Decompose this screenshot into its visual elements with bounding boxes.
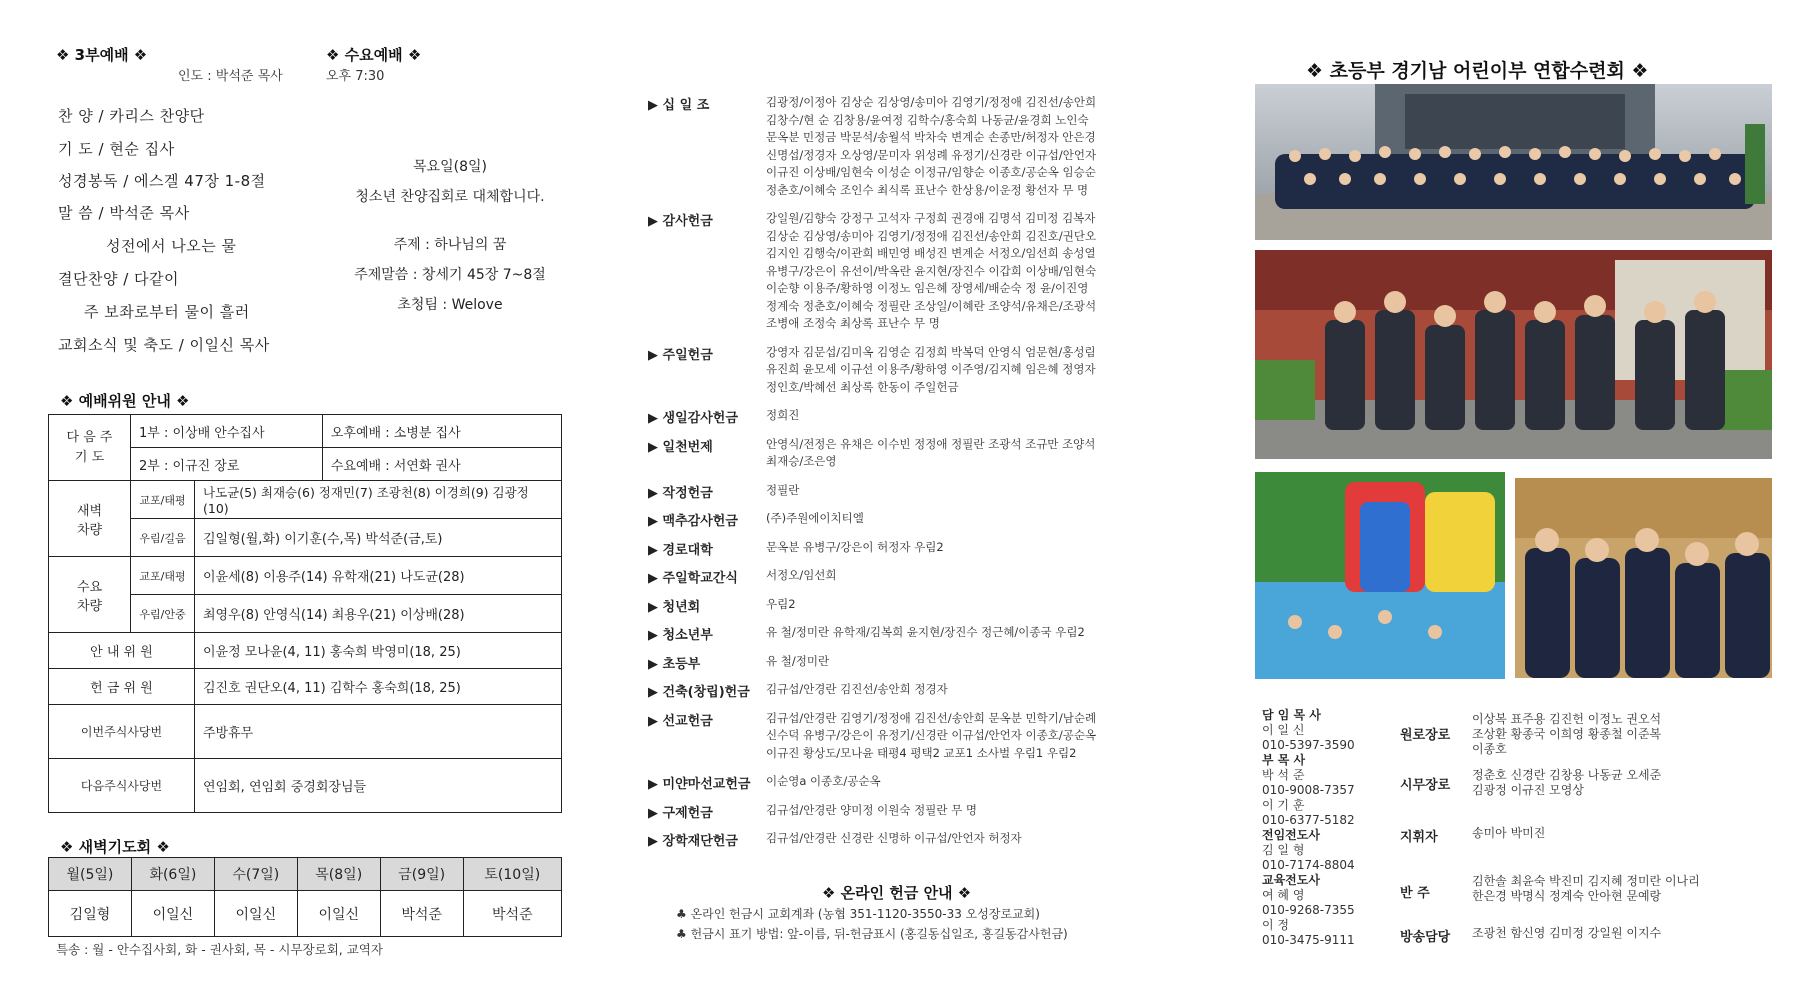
offering-row [648, 482, 1168, 506]
day-wed: 수(7일) [214, 858, 297, 891]
offering-label: ▶ 선교헌금 [648, 713, 713, 729]
day-tue: 화(6일) [131, 858, 214, 891]
offering-label: ▶ 작정헌금 [648, 485, 713, 501]
decision-song: 주 보좌로부터 물이 흘러 [84, 303, 250, 321]
dawn-prayer-title: ❖ 새벽기도회 ❖ [60, 838, 170, 856]
staff-phone: 010-6377-5182 [1262, 813, 1355, 827]
staff-role: 담 임 목 사 [1262, 708, 1321, 722]
dawn-car-2: 김일형(월,화) 이기훈(수,목) 박석준(금,토) [195, 519, 562, 557]
staff-name: 이 일 신 [1262, 723, 1305, 737]
offering-row [648, 94, 1168, 197]
hall-photo [1515, 478, 1772, 678]
elder-names: 송미아 박미진 [1472, 826, 1546, 840]
online-title: ❖ 온라인 헌금 안내 ❖ [822, 884, 972, 902]
offering-names: 정필란 [766, 482, 800, 497]
worship-leader: 인도 : 박석준 목사 [178, 69, 283, 84]
wed-car-label: 수요 차량 [49, 557, 131, 633]
offering-row [648, 624, 1168, 648]
offering-row [648, 407, 1168, 431]
offering-names: 문옥분 유병구/강은이 허정자 우림2 [766, 539, 944, 554]
offering-names: (주)주원에이치티엘 [766, 511, 864, 525]
next-prayer-label: 다 음 주 기 도 [49, 415, 131, 481]
offering-label: ▶ 감사헌금 [648, 214, 713, 229]
offering-names: 정희진 [766, 408, 800, 422]
offering-names: 유 철/정미란 [766, 653, 830, 668]
committee-title: ❖ 예배위원 안내 ❖ [60, 392, 190, 410]
wednesday-title: ❖ 수요예배 ❖ [326, 46, 422, 64]
this-meal: 주방휴무 [195, 705, 562, 759]
offering-row [648, 653, 1168, 677]
dawn-prayer-table [48, 857, 562, 937]
leader-fri: 박석준 [380, 891, 463, 937]
offering-label: ▶ 장학재단헌금 [648, 834, 738, 849]
offering-names: 우림2 [766, 596, 796, 611]
afternoon-service: 오후예배 : 소병분 집사 [322, 415, 561, 448]
offering-names: 서정오/임선희 [766, 568, 837, 582]
leader-wed: 이일신 [214, 891, 297, 937]
offering-label: 헌 금 위 원 [49, 669, 195, 705]
wednesday-notice [320, 156, 580, 314]
dawn-car-label: 새벽 차량 [49, 481, 131, 557]
staff-role: 전임전도사 [1262, 828, 1320, 842]
wed-car-2-sub: 우림/안중 [131, 595, 195, 633]
offering-row [648, 436, 1168, 468]
wednesday-theme: 주제 : 하나님의 꿈 [393, 237, 507, 253]
offering-label: ▶ 십 일 조 [648, 98, 710, 113]
day-fri: 금(9일) [380, 858, 463, 891]
offering-label: ▶ 일천번제 [648, 439, 713, 455]
offering-label: ▶ 초등부 [648, 656, 701, 672]
day-sat: 토(10일) [463, 858, 561, 891]
elder-label: 지휘자 [1400, 830, 1438, 845]
leader-tue: 이일신 [131, 891, 214, 937]
usher-label: 안 내 위 원 [49, 633, 195, 669]
dawn-car-1-sub: 교포/태평 [131, 481, 195, 519]
offering-label: ▶ 구제헌금 [648, 805, 713, 821]
offering-row [648, 773, 1168, 797]
this-meal-label: 이번주식사당번 [49, 705, 195, 759]
offering-names: 유 철/정미란 유학재/김복희 윤지현/장진수 정근혜/이종국 우림2 [766, 625, 1085, 639]
sermon-title: 성전에서 나오는 물 [106, 237, 237, 255]
offering-label: ▶ 청년회 [648, 599, 701, 615]
next-meal: 연임회, 연임회 중경회장님들 [195, 759, 562, 813]
retreat-title: ❖ 초등부 경기남 어린이부 연합수련회 ❖ [1306, 60, 1649, 82]
elder-label: 시무장로 [1400, 778, 1451, 793]
staff-name: 이 기 훈 [1262, 798, 1305, 812]
staff-name: 김 일 형 [1262, 843, 1305, 857]
notice-line2: 청소년 찬양집회로 대체합니다. [355, 189, 545, 205]
elder-names: 이상복 표주용 김진헌 이정노 권오석 조상환 황종국 이희영 황종철 이준복 이종호 [1472, 712, 1662, 756]
special-song: 특송 : 월 - 안수집사회, 화 - 권사회, 목 - 시무장로회, 교역자 [56, 942, 383, 957]
offering-row [648, 830, 1168, 854]
order-sermon: 말 씀 / 박석준 목사 [58, 204, 190, 222]
wednesday-team: 초청팀 : Welove [397, 297, 503, 313]
staff-name: 박 석 준 [1262, 768, 1305, 782]
kids-photo [1255, 250, 1772, 459]
offering-label: ▶ 생일감사헌금 [648, 411, 738, 426]
offering-row [648, 681, 1168, 705]
offering-names: 김규섭/안경란 신경란 신명하 이규섭/안언자 허정자 [766, 831, 1022, 845]
group-photo [1255, 84, 1772, 240]
offering-names: 김규섭/안경란 김진선/송안희 정경자 [766, 682, 948, 696]
offering-row [648, 210, 1168, 330]
leader-mon: 김일형 [49, 891, 132, 937]
wednesday-verse: 주제말씀 : 창세기 45장 7~8절 [354, 267, 546, 283]
order-decision: 결단찬양 / 다같이 [58, 270, 180, 288]
worship-title: ❖ 3부예배 ❖ [56, 46, 148, 64]
offering-row [648, 539, 1168, 563]
order-prayer: 기 도 / 현순 집사 [58, 140, 175, 158]
offering-names: 이순영a 이종호/공순옥 [766, 774, 881, 788]
offering-label: ▶ 청소년부 [648, 628, 713, 643]
offering-names: 강일원/김향숙 강정구 고석자 구정희 권경애 김명석 김미정 김복자 김상순 김상영/송미아 김영기/정정애 김진선/송안희 김진호/권단오 김지인 김행숙/이관희 배민영 배성진 변계순 서정오/임선희 송성열 유병구/강은이 유선이/박옥란 윤지현/장진수 이갑희 이상배/임현숙 이순향 이용주/황하영 이정노 임은혜 장영세/배순숙 정 윤/이진영 정계숙 정춘호/이혜숙 정필란 조상일/이혜란 조양석/유채은/조광석 조병애 조정숙 최상록 표난수 무 명 [766, 211, 1097, 330]
staff-role: 교육전도사 [1262, 873, 1320, 887]
leader-thu: 이일신 [297, 891, 380, 937]
elder-names: 조광천 함신영 김미정 강일원 이지수 [1472, 926, 1662, 940]
staff-name: 이 정 [1262, 918, 1289, 932]
offering-names: 김규섭/안경란 양미정 이원숙 정필란 무 명 [766, 802, 978, 817]
staff-phone: 010-7174-8804 [1262, 858, 1355, 872]
wed-car-1-sub: 교포/태평 [131, 557, 195, 595]
offering-row [648, 596, 1168, 620]
online-line1: ♣ 온라인 헌금시 교회계좌 (농협 351-1120-3550-33 오성장로교회) [676, 907, 1040, 921]
wed-car-2: 최영우(8) 안영식(14) 최용우(21) 이상배(28) [195, 595, 562, 633]
day-thu: 목(8일) [297, 858, 380, 891]
offering-label: ▶ 맥추감사헌금 [648, 514, 738, 529]
order-scripture: 성경봉독 / 에스겔 47장 1-8절 [58, 172, 266, 190]
elder-label: 방송담당 [1400, 930, 1451, 945]
dawn-car-2-sub: 우림/길음 [131, 519, 195, 557]
staff-phone: 010-5397-3590 [1262, 738, 1355, 752]
wed-car-1: 이윤세(8) 이용주(14) 유학재(21) 나도균(28) [195, 557, 562, 595]
order-praise: 찬 양 / 카리스 찬양단 [58, 107, 205, 125]
notice-line1: 목요일(8일) [413, 159, 487, 175]
offering-row [648, 802, 1168, 826]
staff-role: 부 목 사 [1262, 753, 1306, 767]
offering-names: 안영식/전정은 유채은 이수빈 정정애 정필란 조광석 조규만 조양석 최재승/조은영 [766, 436, 1096, 468]
elder-names: 김한솔 최윤숙 박진미 김지혜 정미란 이나리 한은경 박명식 정계숙 안아현 문예랑 [1472, 874, 1700, 903]
online-line2: ♣ 헌금시 표기 방법: 앞-이름, 뒤-헌금표시 (홍길동십일조, 홍길동감사헌금) [676, 927, 1068, 941]
wednesday-service: 수요예배 : 서연화 권사 [322, 448, 561, 481]
elder-names: 정춘호 신경란 김창용 나동균 오세준 김광정 이규진 모영상 [1472, 768, 1662, 797]
staff-phone: 010-3475-9111 [1262, 933, 1355, 947]
usher-names: 이윤정 모나윤(4, 11) 홍숙희 박영미(18, 25) [195, 633, 562, 669]
offering-label: ▶ 경로대학 [648, 542, 713, 558]
second-service: 2부 : 이규진 장로 [131, 448, 323, 481]
offering-names: 김규섭/안경란 김영기/정정애 김진선/송안희 문옥분 민학기/남순례 신수덕 유병구/강은이 유정기/신경란 이규섭/안언자 이종호/공순옥 이규진 황상도/모나윤 태평4 평택2 교포1 소사벌 우림1 우림2 [766, 710, 1097, 760]
offering-label: ▶ 주일헌금 [648, 347, 713, 363]
elder-label: 원로장로 [1400, 728, 1451, 743]
staff-phone: 010-9268-7355 [1262, 903, 1355, 917]
staff-phone: 010-9008-7357 [1262, 783, 1355, 797]
offering-names: 김진호 권단오(4, 11) 김학수 홍숙희(18, 25) [195, 669, 562, 705]
offering-row [648, 510, 1168, 534]
offering-names: 김광정/이정아 김상순 김상영/송미아 김영기/정정애 김진선/송안희 김창수/현 순 김창용/윤여정 김학수/홍숙희 나동균/윤경희 노인숙 문옥분 민정금 박문석/송월석 박차숙 변계순 손종만/허정자 안은경 신명섭/정경자 오상영/문미자 위성례 유정기/신경란 이규섭/안언자 이규진 이상배/임현숙 이성순 이정규/임향순 이종호/공순옥 임승순 정춘호/이혜숙 조인수 최식록 표난수 한상용/이운정 황선자 무 명 [766, 95, 1097, 197]
day-mon: 월(5일) [49, 858, 132, 891]
order-benediction: 교회소식 및 축도 / 이일신 목사 [58, 336, 270, 354]
committee-table [48, 414, 562, 813]
staff-name: 여 혜 영 [1262, 888, 1305, 902]
first-service: 1부 : 이상배 안수집사 [131, 415, 323, 448]
leader-sat: 박석준 [463, 891, 561, 937]
next-meal-label: 다음주식사당번 [49, 759, 195, 813]
offering-names: 강영자 김문섭/김미옥 김영순 김정희 박복덕 안영식 엄문현/홍성림 유진희 윤모세 이규선 이용주/황하영 이주영/김지혜 임은혜 정영자 정인호/박혜선 최상록 한동이 주일헌금 [766, 344, 1096, 394]
offering-label: ▶ 건축(창립)헌금 [648, 685, 750, 700]
pool-photo [1255, 472, 1505, 679]
offering-label: ▶ 미얀마선교헌금 [648, 777, 751, 792]
offering-row [648, 567, 1168, 591]
dawn-car-1: 나도균(5) 최재승(6) 정재민(7) 조광천(8) 이경희(9) 김광정(10) [195, 481, 562, 519]
offering-row [648, 344, 1168, 394]
offering-label: ▶ 주일학교간식 [648, 571, 738, 586]
wednesday-time: 오후 7:30 [326, 69, 385, 84]
elder-label: 반 주 [1400, 886, 1430, 901]
offering-row [648, 710, 1168, 760]
